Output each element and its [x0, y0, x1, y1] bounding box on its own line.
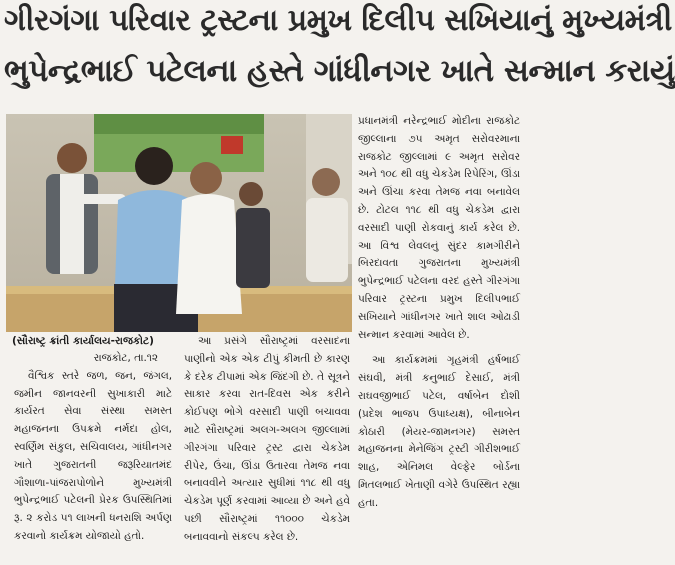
paragraph-col3-1: પ્રધાનમંત્રી નરેન્દ્રભાઈ મોદીના રાજકોટ જીલ્લાના ૭૫ અમૃત સરોવરમાના રાજકોટ જીલ્લામાં ૯ અમૃત સરોવર અને ૧૦૮ થી વધુ ચેકડેમ રિપેરિંગ, ઊંડા અને ઊંચા કરવા તેમજ નવા બનાવેલ છે. ટોટલ ૧૧૮ થી વધુ ચેકડેમ દ્વારા વરસાદી પાણી રોકવાનું કાર્ય કરેલ છે. આ વિશ્વ લેવલનું સુંદર કામગીરીને બિરદાવતા ગુજરાતના મુખ્યમંત્રી ભુપેન્દ્રભાઈ પટેલના વરદ હસ્તે ગીરગંગા પરિવાર ટ્રસ્ટના પ્રમુખ દિલીપભાઈ સખિયાને ગાંધીનગર ખાતે શાલ ઓઢાડી સન્માન કરવામાં આવેલ છે. — [358, 115, 520, 341]
paragraph-col2-1: આ પ્રસંગે સૌરાષ્ટ્રમાં વરસાદના પાણીનો એક એક ટીપું કીમતી છે કારણ કે દરેક ટીપામાં એક જિંદગી છે. તે સૂત્રને સાકાર કરવા રાત-દિવસ એક કરીને કોઈપણ ભોગે વરસાદી પાણી બચાવવા માટે સૌરાષ્ટ્રમાં અલગ-અલગ જીલ્લામાં ગીરગંગા પરિવાર ટ્રસ્ટ દ્વારા ચેકડેમ રીપેર, ઉંચા, ઊંડા ઉતારવા તેમજ નવા બનાવવીને અત્યાર સુધીમાં ૧૧૮ થી વધુ ચેકડેમ પૂર્ણ કરવામાં આવ્યા છે અને હવે પછી સૌરાષ્ટ્રમાં ૧૧૦૦૦ ચેકડેમ બનાવવાનો સંકલ્પ કરેલ છે. — [184, 335, 350, 543]
article-column-1 — [14, 350, 172, 562]
headline — [0, 0, 675, 108]
paragraph-col1-1: વૈશ્વિક સ્તરે જળ, જન, જંગલ, જમીન જાનવરની સુખાકારી માટે કાર્યરત સેવા સંસ્થા સમસ્ત મહાજનના ઉપક્રમે નર્મદા હોલ, સ્વર્ણિમ સંકુલ, સચિવાલય, ગાંધીનગર ખાતે ગુજરાતની જરૂરિયાતમંદ ગૌશાળા-પાંજરાપોળોને મુખ્યમંત્રી ભુપેન્દ્રભાઈ પટેલની પ્રેરક ઉપસ્થિતિમાં રૂ. ૨ કરોડ ૫૧ લાખની ધનરાશિ અર્પણ કરવાનો કાર્યક્રમ યોજાયો હતો. — [14, 369, 172, 542]
byline: (સૌરાષ્ટ્ર ક્રાંતી કાર્યાલય-રાજકોટ) — [12, 335, 154, 347]
news-photo — [6, 114, 352, 332]
article-column-3 — [358, 113, 520, 563]
paragraph-col3-2: આ કાર્યક્રમમાં ગૃહમંત્રી હર્ષભાઈ સંઘવી, મંત્રી કનુભાઈ દેસાઈ, મંત્રી રાઘવજીભાઈ પટેલ, વર્ષાબેન દોશી (પ્રદેશ ભાજપ ઉપાધ્યક્ષ), બીનાબેન કોઠારી (મેયર-જામનગર) સમસ્ત મહાજનના મેનેજિંગ ટ્રસ્ટી ગીરીશભાઈ શાહ, એનિમલ વેલ્ફેર બોર્ડના મિતલભાઈ ખેતાણી વગેરે ઉપસ્થિત રહ્યા હતા. — [358, 354, 520, 509]
dateline: રાજકોટ, તા.૧૨ — [93, 352, 158, 364]
article-column-2 — [184, 333, 350, 563]
photo-illustration — [6, 114, 352, 332]
headline-line-2: ભુપેન્દ્રભાઈ પટેલના હસ્તે ગાંધીનગર ખાતે સન્માન કરાયું — [4, 53, 675, 89]
headline-line-1: ગીરગંગા પરિવાર ટ્રસ્ટના પ્રમુખ દિલીપ સખિયાનું મુખ્યમંત્રી — [4, 3, 672, 38]
